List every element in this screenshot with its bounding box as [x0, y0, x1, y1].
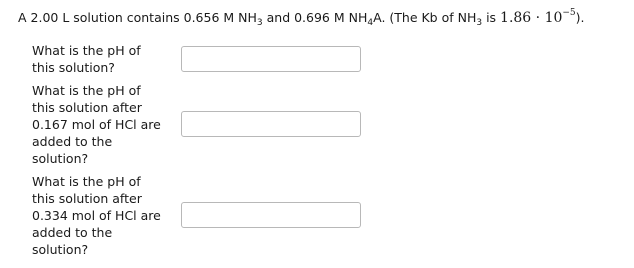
problem-text-3: A. (The Kb of NH — [373, 10, 477, 25]
question-2-label — [32, 82, 172, 167]
question-1-line-1: What is the pH of — [32, 43, 141, 58]
subscript-nh3-kb: 3 — [476, 18, 483, 28]
problem-text-1: A 2.00 L solution contains 0.656 M NH — [18, 10, 257, 25]
problem-statement — [18, 7, 628, 29]
question-1-label — [32, 42, 172, 76]
kb-mantissa: 1.86 · 10 — [500, 10, 563, 26]
question-3-answer-input[interactable] — [181, 202, 361, 228]
question-2-line-2: this solution after — [32, 100, 142, 115]
problem-text-5: ). — [575, 10, 585, 25]
question-3-line-3: 0.334 mol of HCl are — [32, 208, 161, 223]
question-1-line-2: this solution? — [32, 60, 115, 75]
problem-text-2: and 0.696 M NH — [262, 10, 368, 25]
question-3-line-5: solution? — [32, 242, 89, 257]
question-2-answer-input[interactable] — [181, 111, 361, 137]
question-1-answer-input[interactable] — [181, 46, 361, 72]
question-2-line-3: 0.167 mol of HCl are — [32, 117, 161, 132]
subscript-nh4: 4 — [367, 18, 374, 28]
question-3-line-1: What is the pH of — [32, 174, 141, 189]
subscript-nh3: 3 — [256, 18, 263, 28]
kb-exponent: −5 — [562, 8, 576, 18]
problem-text-4: is — [482, 10, 501, 25]
question-3-line-2: this solution after — [32, 191, 142, 206]
question-3-line-4: added to the — [32, 225, 113, 240]
kb-value — [500, 10, 576, 26]
question-2-line-4: added to the — [32, 134, 113, 149]
question-3-label — [32, 173, 172, 258]
question-2-line-1: What is the pH of — [32, 83, 141, 98]
question-2-line-5: solution? — [32, 151, 89, 166]
